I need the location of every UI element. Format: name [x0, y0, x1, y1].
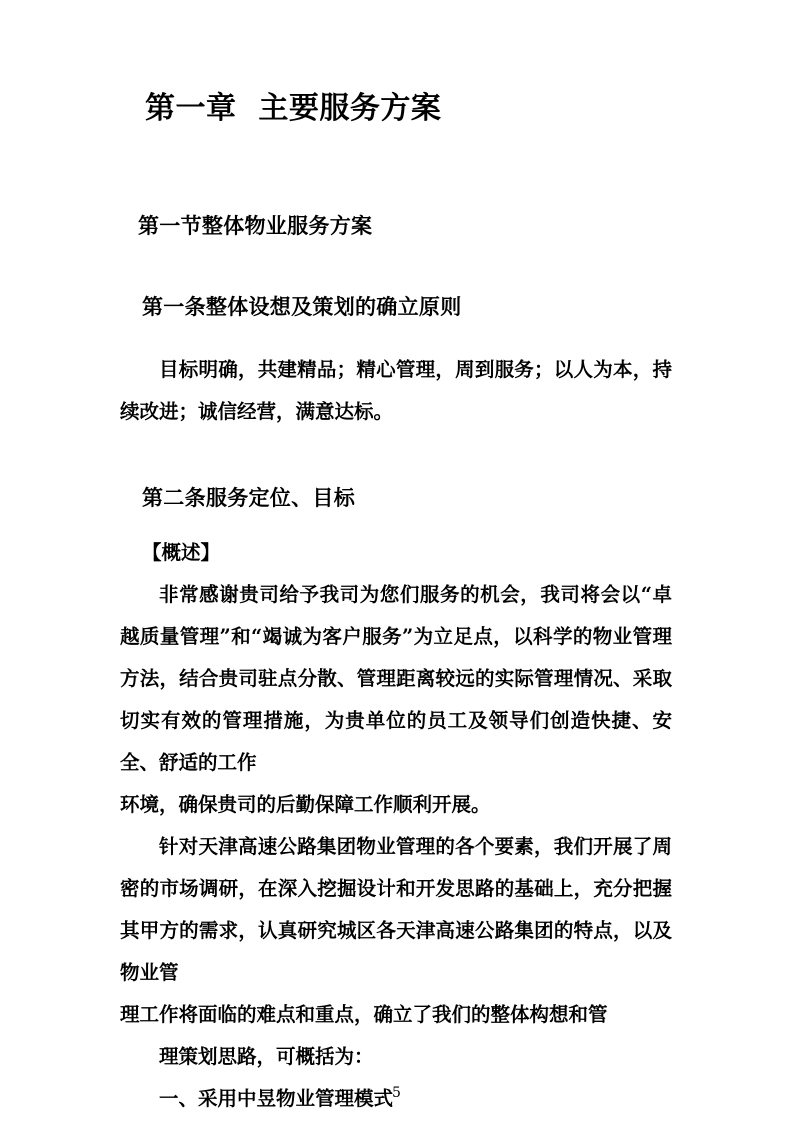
list-item-1: 一、采用中昱物业管理模式 [159, 1087, 394, 1110]
body-paragraph-1: 非常感谢贵司给予我司为您们服务的机会，我司将会以“卓越质量管理”和“竭诚为客户服务”为立足点，以科学的物业管理方法，结合贵司驻点分散、管理距离较远的实际管理情况、采取切实有效的管理措施，为贵单位的员工及领导们创造快捷、安全、舒适的工作 [120, 583, 672, 774]
article-heading-one: 第一条整体设想及策划的确立原则 [142, 294, 462, 319]
page-number: 5 [392, 1085, 401, 1101]
body-paragraph-2: 针对天津高速公路集团物业管理的各个要素，我们开展了周密的市场调研，在深入挖掘设计和开发思路的基础上，充分把握其甲方的需求，认真研究城区各天津高速公路集团的特点，以及物业管 [120, 835, 672, 984]
chapter-title: 第一章 主要服务方案 [145, 91, 442, 126]
section-heading: 第一节整体物业服务方案 [138, 213, 373, 238]
motto-paragraph: 目标明确，共建精品；精心管理，周到服务；以人为本，持续改进；诚信经营，满意达标。 [120, 358, 672, 423]
body-paragraph-2-tail: 理工作将面临的难点和重点，确立了我们的整体构想和管 [120, 1003, 608, 1026]
article-heading-two: 第二条服务定位、目标 [142, 485, 355, 510]
page-content [120, 0, 672, 1120]
body-paragraph-3: 理策划思路，可概括为： [159, 1045, 374, 1068]
overview-label: 【概述】 [142, 541, 221, 564]
body-paragraph-1-tail: 环境，确保贵司的后勤保障工作顺利开展。 [120, 793, 491, 816]
